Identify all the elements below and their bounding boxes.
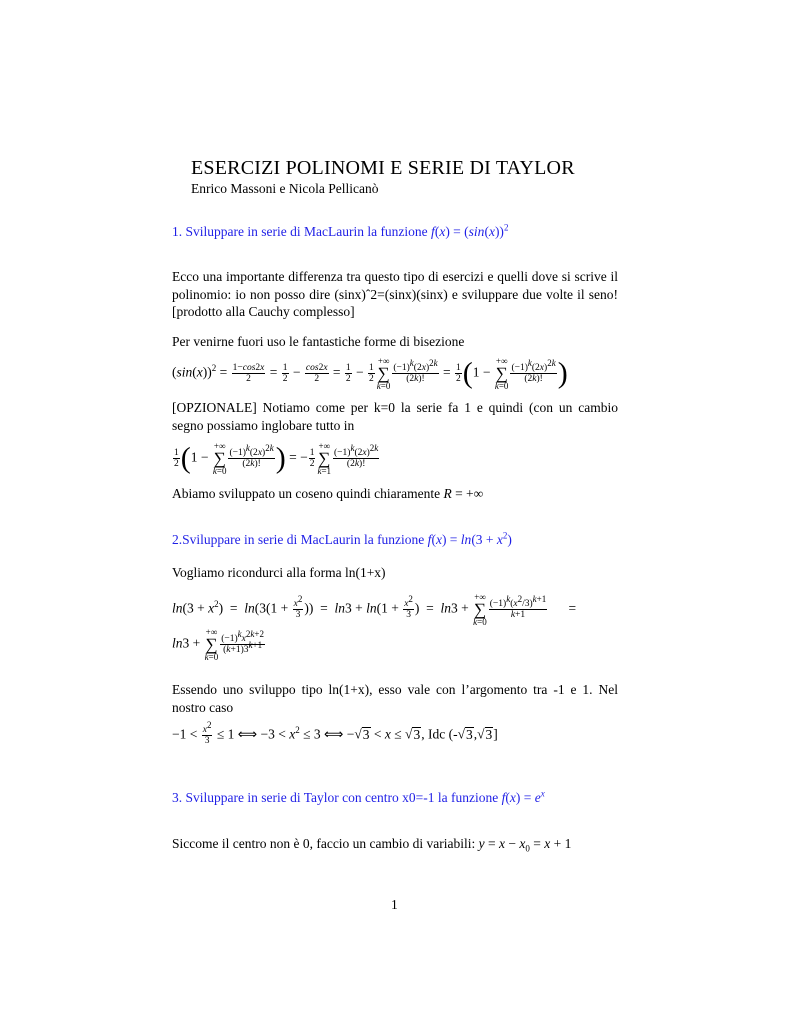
exercise-1-optional-paragraph: [OPZIONALE] Notiamo come per k=0 la serie fa 1 e quindi (con un cambio segno possiamo inglobare tutto in bbox=[172, 400, 618, 433]
exercise-2-intro-paragraph: Vogliamo ricondurci alla forma ln(1+x) bbox=[172, 565, 386, 580]
document-title: ESERCIZI POLINOMI E SERIE DI TAYLOR bbox=[191, 157, 575, 179]
exercise-1-bisection-equation: $(\sin(x))^2$ = $\frac{1-\cos 2x}{2}$ = $\frac{1}{2}$ − $\frac{\cos 2x}{2}$ = $\frac{1}{2}$ − $\frac{1}{2}$ +∞ ∑ k=0 $\frac{(-1)^k(2x)^{2k}}{(2k)!}$ = $\frac{1}{2}$ (1 − +∞ ∑ k=0 $\frac{(-1)^k(2x)^{2k}}{(2k)!}$ ) bbox=[172, 356, 568, 391]
exercise-3-substitution-text: Siccome il centro non è 0, faccio un cambio di variabili: bbox=[172, 836, 476, 851]
exercise-2-domain-inequality: −1 < $\frac{x^2}{3}$ ≤ 1 ⟺ $-3 < x^2 \le 3$ ⟺ −√3 < x ≤ √3, Idc (-√3,√3] bbox=[172, 720, 498, 747]
exercise-1-reindexed-equation: $\frac{1}{2}$ (1 − +∞ ∑ k=0 $\frac{(-1)^k(2x)^{2k}}{(2k)!}$ ) = − $\frac{1}{2}$ +∞ ∑ k=1 $\frac{(-1)^k(2x)^{2k}}{(2k)!}$ bbox=[174, 441, 379, 476]
exercise-1-heading: 1. Sviluppare in serie di MacLaurin la funzione $f(x) = (\sin(x))^2$ bbox=[172, 222, 509, 239]
exercise-2-idc-label: Idc bbox=[427, 726, 446, 742]
exercise-2-domain-paragraph: Essendo uno sviluppo tipo ln(1+x), esso vale con l’argomento tra -1 e 1. Nel nostro caso bbox=[172, 682, 618, 715]
document-authors: Enrico Massoni e Nicola Pellicanò bbox=[191, 181, 379, 196]
exercise-2-heading: 2.Sviluppare in serie di MacLaurin la funzione $f(x) = \ln(3 + x^2)$ bbox=[172, 530, 512, 547]
exercise-2-heading-text: 2.Sviluppare in serie di MacLaurin la funzione bbox=[172, 532, 425, 547]
exercise-1-function: f bbox=[431, 224, 435, 239]
exercise-3-heading-text: 3. Sviluppare in serie di Taylor con centro x0=-1 la funzione bbox=[172, 790, 499, 805]
exercise-1-intro-paragraph: Ecco una importante differenza tra questo tipo di esercizi e quelli dove si scrive il polinomio: io non posso dire (sinx)ˆ2=(sinx)(sinx) e sviluppare due volte il seno! [prodotto alla Cauchy complesso] bbox=[172, 269, 618, 319]
exercise-1-conclusion: Abiamo sviluppato un coseno quindi chiaramente R = +∞ bbox=[172, 486, 484, 501]
exercise-3-substitution: Siccome il centro non è 0, faccio un cambio di variabili: $y = x - x_0 = x + 1$ bbox=[172, 836, 572, 854]
exercise-3-heading: 3. Sviluppare in serie di Taylor con centro x0=-1 la funzione $f(x) = e^x$ bbox=[172, 788, 545, 805]
exercise-1-heading-text: 1. Sviluppare in serie di MacLaurin la funzione bbox=[172, 224, 428, 239]
page-number: 1 bbox=[391, 897, 398, 912]
exercise-2-expansion-equation: $\ln(3 + x^2) = \ln(3(1$ + $\frac{x^2}{3}$ )) = ln3 + ln(1 + $\frac{x^2}{3}$ ) = ln3 + +∞ ∑ k=0 $\frac{(-1)^k(x^2/3)^{k+1}}{k+1}$ = ln3 + +∞ ∑ k=0 $\frac{(-1)^kx^{2k+2}}{(k+1)3^{k+1}}$ bbox=[172, 592, 577, 662]
exercise-1-bisection-paragraph: Per venirne fuori uso le fantastiche forme di bisezione bbox=[172, 334, 465, 349]
exercise-1-conclusion-text: Abiamo sviluppato un coseno quindi chiaramente bbox=[172, 486, 441, 501]
